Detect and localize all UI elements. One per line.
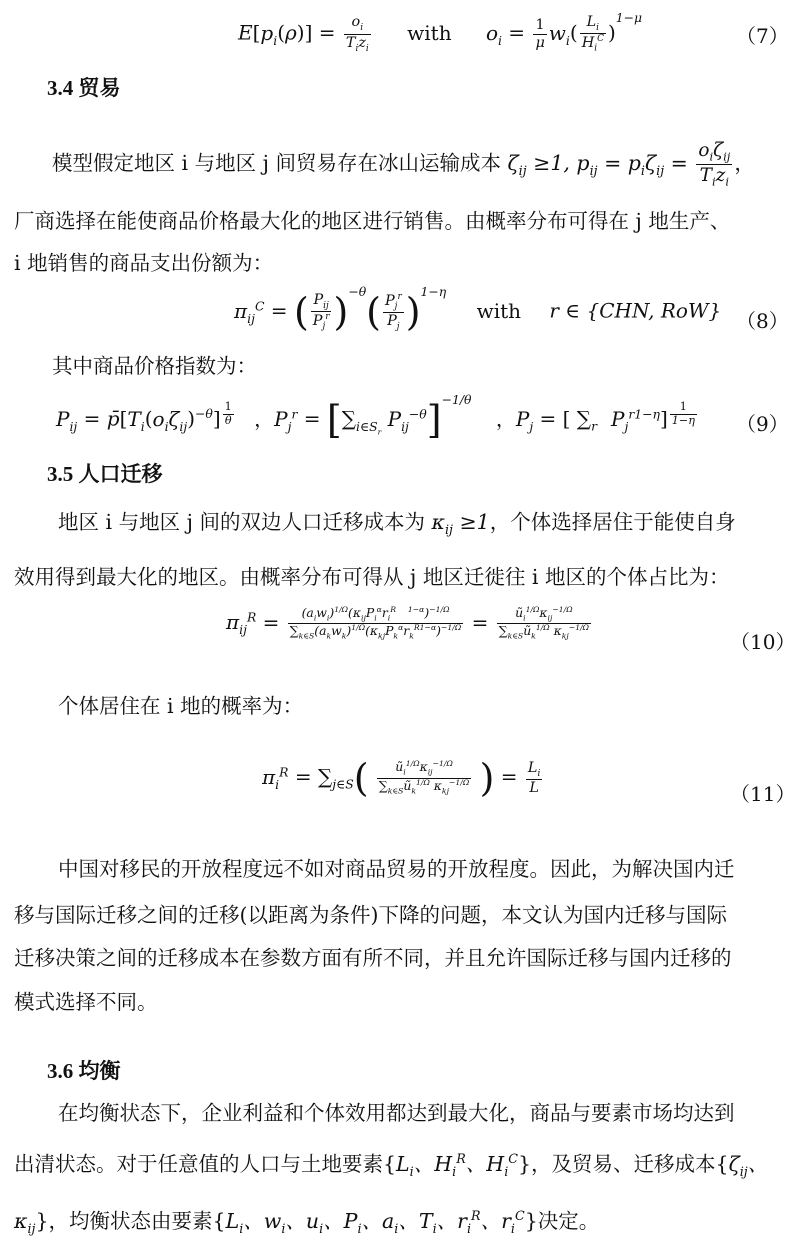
trade-text-1: 模型假定地区 i 与地区 j 间贸易存在冰山运输成本 [52,150,501,175]
migration-text-1b: ，个体选择居住于能使自身 [489,510,736,534]
paragraph-trade-line-3: i 地销售的商品支出份额为： [14,251,274,275]
paragraph-migration-line-1 [58,510,799,537]
paragraph-migration-line-2: 效用得到最大化的地区。由概率分布可得从 j 地区迁徙往 i 地区的个体占比为： [14,565,730,589]
equilibrium-text-2b: ，及贸易、迁移成本 [531,1151,716,1176]
paragraph-price-index: 其中商品价格指数为： [52,354,257,378]
equilibrium-factors-set: {$L_i$、$H_i^R$、$H_i^C$} [383,1151,532,1179]
migration-inline-formula: $\kappa_{ij} \ge 1$ [424,510,490,538]
paragraph-residence: 个体居住在 i 地的概率为： [58,694,304,718]
paragraph-china-line-2: 移与国际迁移之间的迁移(以距离为条件)下降的问题，本文认为国内迁移与国际 [14,903,727,927]
eq7-number: （7） [736,24,789,48]
equilibrium-text-2a: 出清状态。对于任意值的人口与土地要素 [14,1151,383,1176]
equilibrium-variables-set: {$L_i$、$w_i$、$u_i$、$P_i$、$a_i$、$T_i$、$r_i^R$、$r_i^C$} [212,1208,538,1236]
equation-11: $\pi_i^R = \sum_{j\in S}$( $\frac{ũ_i^{1/\Omega}\kappa_{ij}^{-1/\Omega}}{\sum_{k\in S}ũ_k^{1/\Omega} \kappa_{kj}^{-1/\Omega}}$ ) = $\frac{L_i}{L}$ [262,756,541,800]
equation-8: $\pi_{ij}^C$ = ( $\frac{P_{ij}}{P_j^r}$ )$^{-\theta}$( $\frac{P_j^r}{P_j}$ )$^{1-\eta}$ with r ∈ {CHN, RoW} [234,283,722,334]
paragraph-equilibrium-line-3 [14,1208,799,1236]
paragraph-trade-line-2: 厂商选择在能使商品价格最大化的地区进行销售。由概率分布可得在 j 地生产、 [14,209,731,233]
equilibrium-cost-set-open: {$\zeta_{ij}$、 [715,1151,769,1179]
eq10-number: （10） [730,630,796,654]
eq9-number: （9） [736,412,789,436]
equilibrium-text-3b: 决定。 [537,1208,600,1233]
equation-7: $E[p_i(\rho)]$ = $\frac{o_i}{T_iz_i}$ with $o_i$ = $\frac{1}{\mu}$ $w_i$( $\frac{L_i}{H_i^C}$ )$^{1-\mu}$ [238,9,643,54]
equation-9: $P_{ij}$ = $p̄[T_i(o_i\zeta_{ij})^{-\theta}]$ $^{\frac{1}{\theta}}$ ，$P_j^r = [\sum_{i\in S_r}$ $P_{ij}^{-\theta}]^{-1/\theta}$ ，$P_j$ = [ $\sum_r$ $P_j^{r1-\eta}$] $^{\frac{1}{1-\eta}}$ [56,391,695,442]
eq7-with: with [407,20,452,45]
paragraph-china-line-4: 模式选择不同。 [14,990,158,1014]
equilibrium-text-3a: ，均衡状态由要素 [48,1208,213,1233]
migration-text-1: 地区 i 与地区 j 间的双边人口迁移成本为 [58,510,425,534]
paragraph-trade-line-1: 模型假定地区 i 与地区 j 间贸易存在冰山运输成本 $\zeta_{ij} \ge 1$, $p_{ij} = p_i\zeta_{ij}$ = $\frac{o_i\zeta_{ij}}{T_iz_i}$ ， [52,140,755,189]
paragraph-china-line-1: 中国对移民的开放程度远不如对商品贸易的开放程度。因此，为解决国内迁 [58,857,735,881]
eq8-set: r ∈ {CHN, RoW} [549,298,722,323]
trade-inline-formula: $\zeta_{ij} \ge 1$, $p_{ij} = p_i\zeta_{ij}$ = $\frac{o_i\zeta_{ij}}{T_iz_i}$ [507,140,731,189]
section-heading-3-5: 3.5 人口迁移 [47,462,163,486]
paragraph-equilibrium-line-2 [14,1151,799,1179]
eq8-with: with [476,298,522,323]
section-heading-3-6: 3.6 均衡 [47,1059,121,1083]
paragraph-equilibrium-line-1: 在均衡状态下，企业利益和个体效用都达到最大化，商品与要素市场均达到 [58,1101,735,1125]
equation-10: $\pi_{ij}^R$ = $\frac{(a_iw_i)^{1/\Omega}(\kappa_{ij}P_i^\alpha r_i^R ^{1-\alpha})^{-1/\Omega}}{\sum_{k\in S}(a_kw_k)^{1/\Omega}(\kappa_{kj}P_k^\alpha r_k^{R1-\alpha})^{-1/\Omega}}$ = $\frac{ũ_i^{1/\Omega}\kappa_{ij}^{-1/\Omega}}{\sum_{k\in S}ũ_k^{1/\Omega} \kappa_{kj}^{-1/\Omega}}$ [226,605,590,642]
eq8-number: （8） [736,309,789,333]
paragraph-china-line-3: 迁移决策之间的迁移成本在参数方面有所不同，并且允许国际迁移与国内迁移的 [14,946,732,970]
section-heading-3-4: 3.4 贸易 [47,76,121,100]
equilibrium-cost-set-close: $\kappa_{ij}$} [14,1208,49,1236]
eq11-number: （11） [730,782,796,806]
